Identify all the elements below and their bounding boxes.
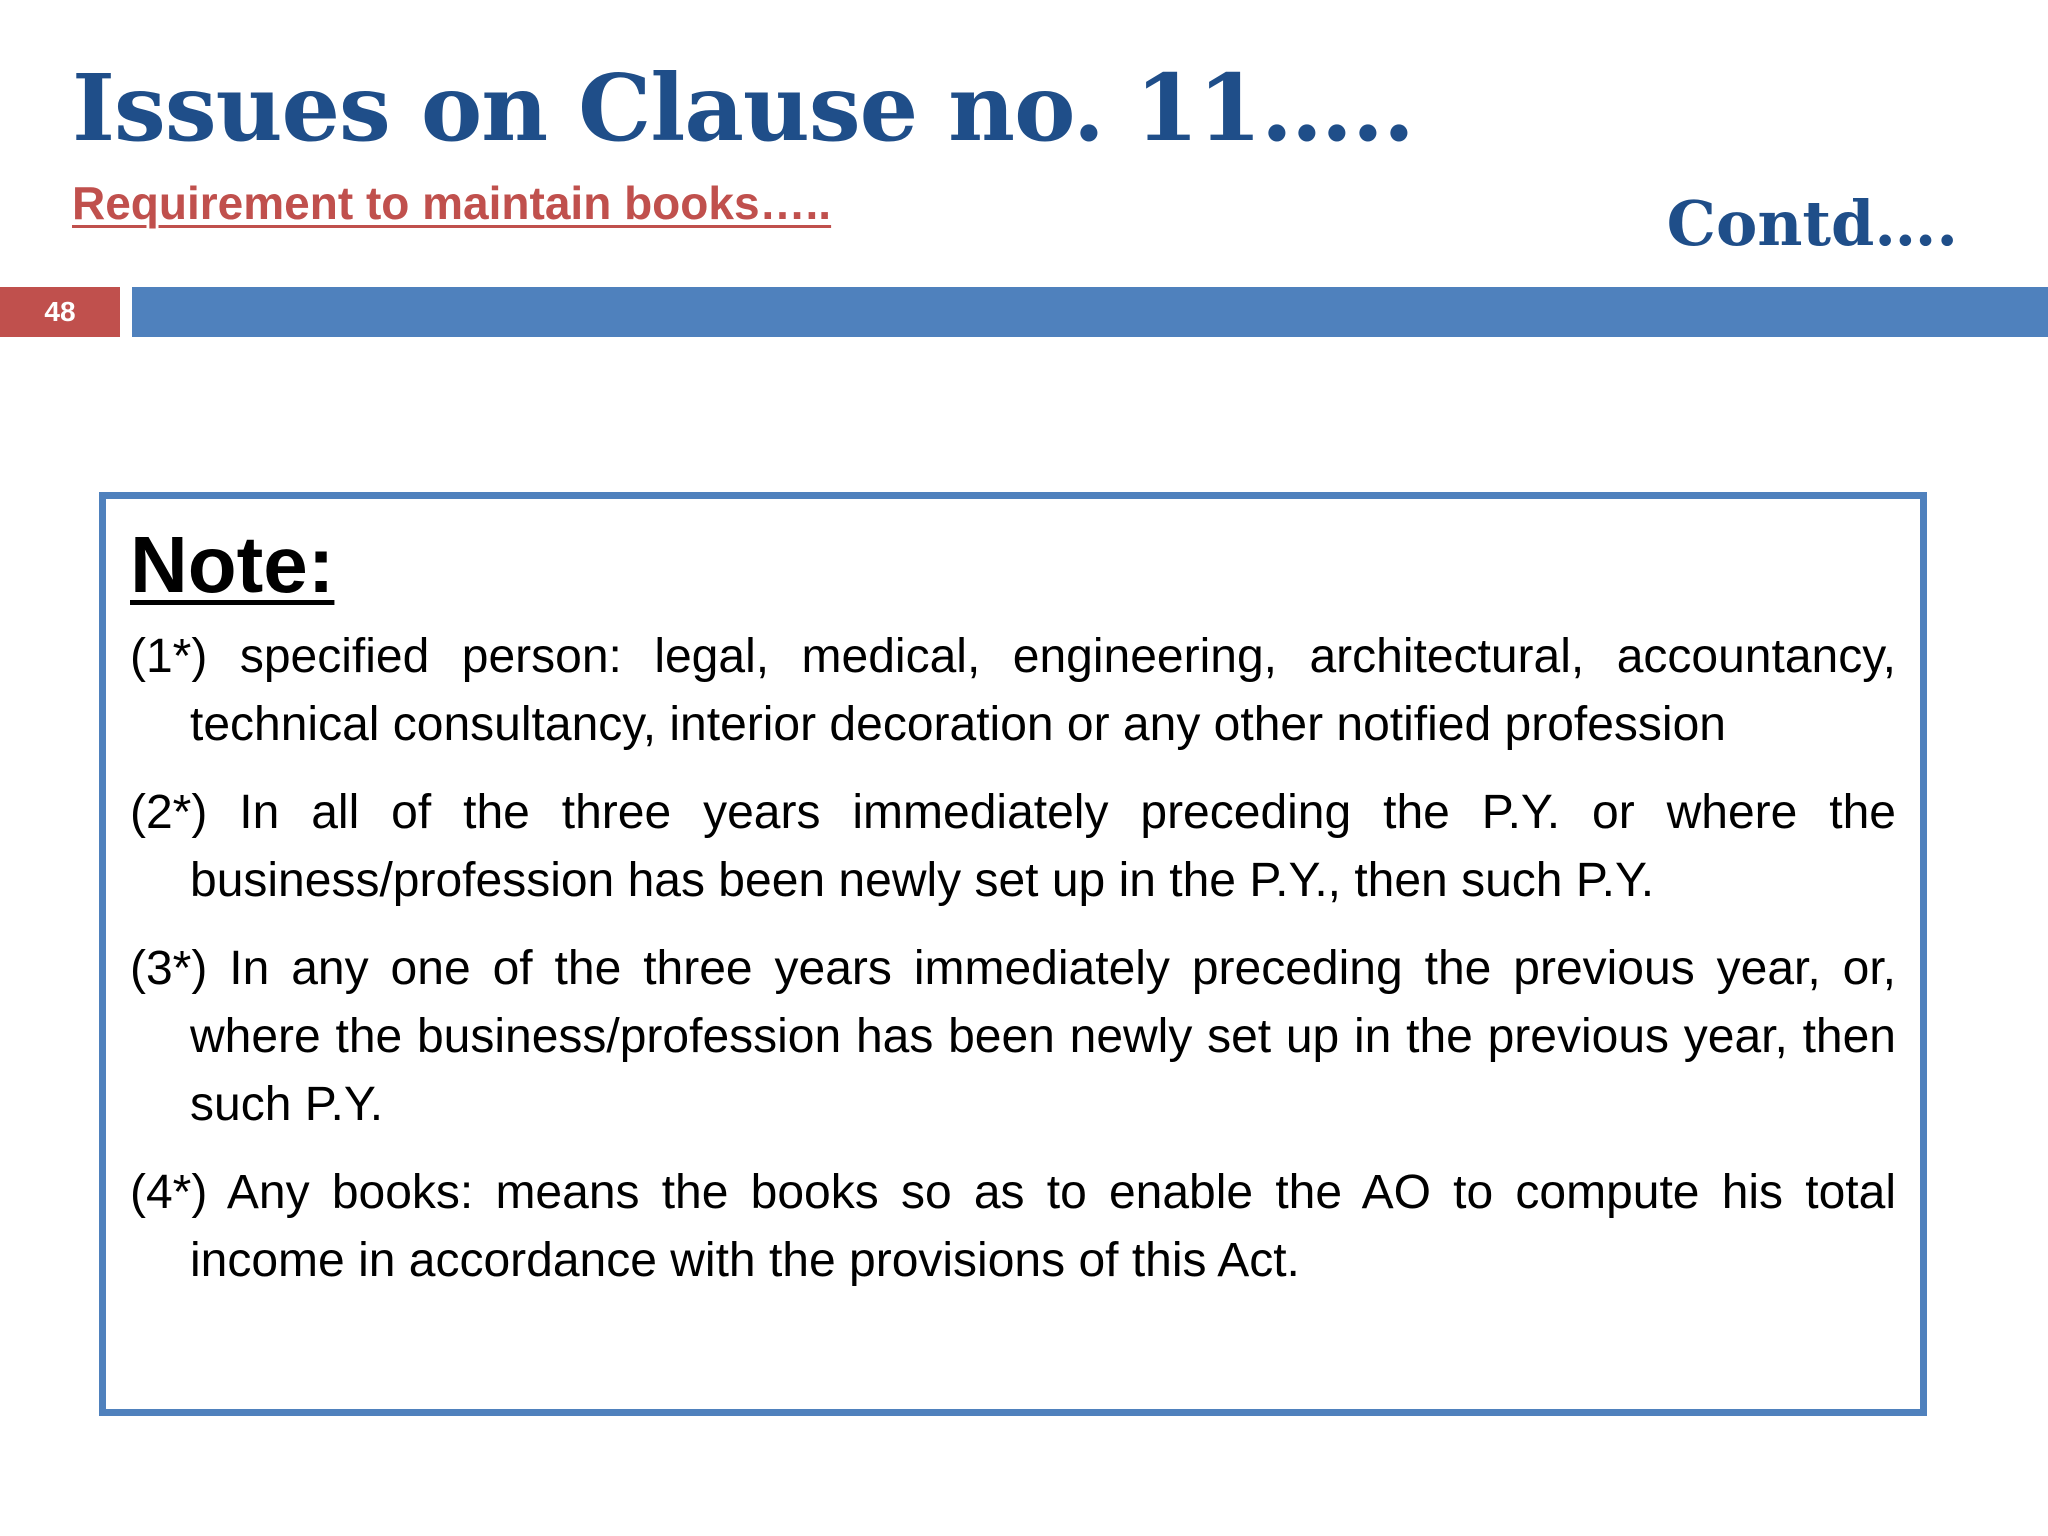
note-item-2: (2*) In all of the three years immediately preceding the P.Y. or where the business/profession has been newly set up in the P.Y., then such P.Y. — [130, 786, 1896, 907]
note-box — [99, 492, 1927, 1416]
note-item-3: (3*) In any one of the three years immediately preceding the previous year, or, where the business/profession has been newly set up in the previous year, then such P.Y. — [130, 942, 1896, 1131]
slide-subtitle: Requirement to maintain books….. — [72, 177, 832, 229]
note-list — [130, 623, 1896, 1295]
contd-label: Contd…. — [1666, 187, 1958, 260]
note-item-1: (1*) specified person: legal, medical, engineering, architectural, accountancy, technical consultancy, interior decoration or any other notified profession — [130, 630, 1896, 751]
slide-title: Issues on Clause no. 11….. — [72, 54, 1414, 162]
note-item-4: (4*) Any books: means the books so as to enable the AO to compute his total income in accordance with the provisions of this Act. — [130, 1166, 1896, 1287]
note-heading: Note: — [130, 520, 335, 609]
header-divider-bar — [132, 287, 2048, 337]
slide-number-badge: 48 — [0, 287, 120, 337]
